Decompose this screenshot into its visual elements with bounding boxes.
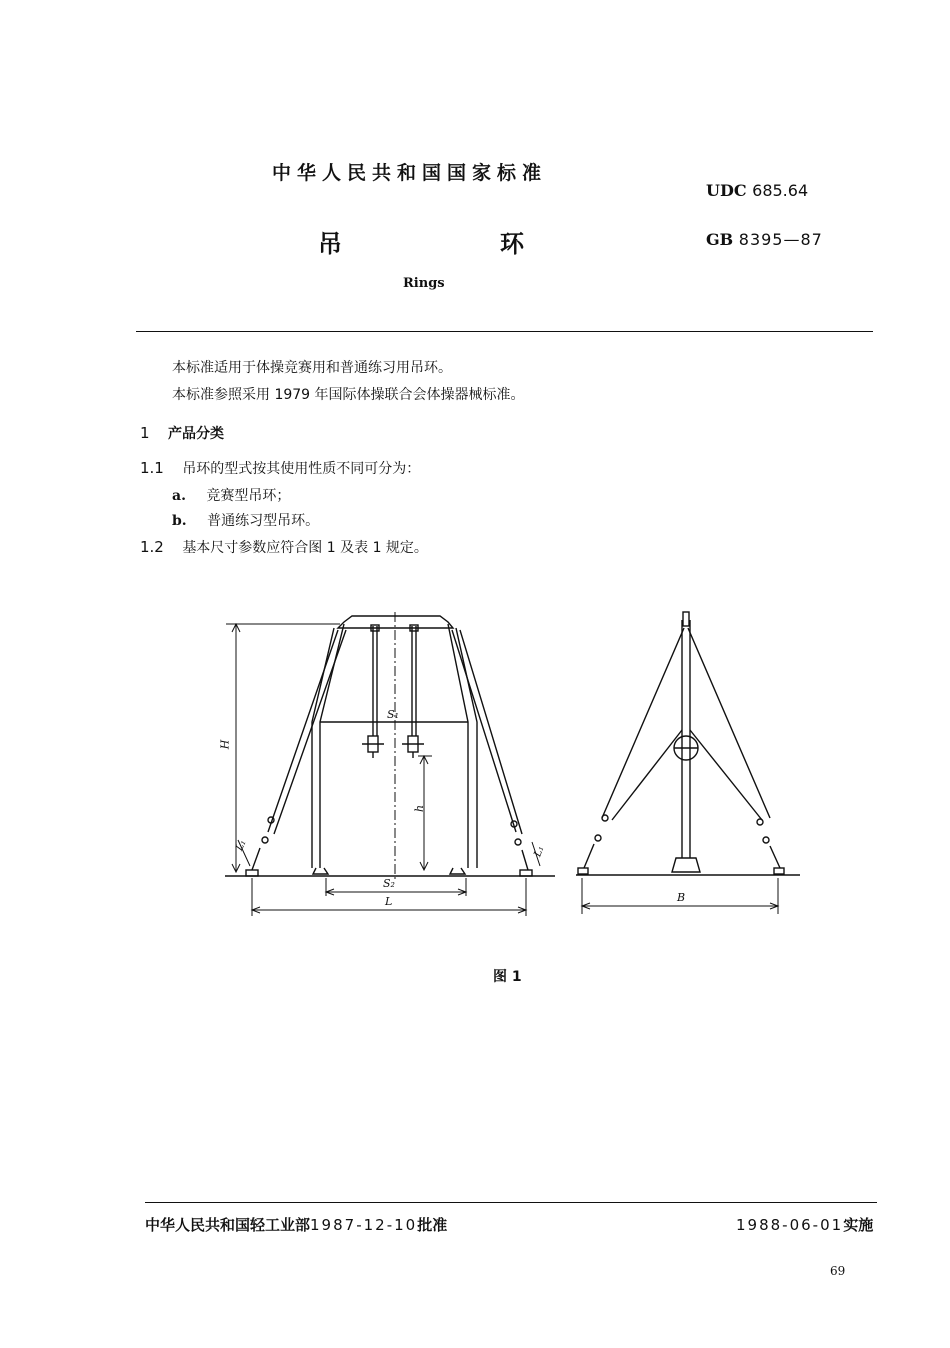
title-char-2: 环 (500, 230, 524, 258)
clause-1-1-number: 1.1 (140, 459, 164, 477)
section-1-title: 产品分类 (168, 426, 224, 442)
udc-number: 685.64 (752, 181, 809, 200)
list-text-a: 竞赛型吊环； (206, 488, 291, 504)
footer-org: 中华人民共和国轻工业部 (145, 1216, 311, 1234)
list-marker-b: b. (172, 513, 187, 529)
section-1-number: 1 (140, 424, 150, 442)
footer-implementation-date: 1988-06-01 (736, 1216, 844, 1234)
label-L1-left: L₁ (234, 838, 249, 853)
footer-implementation-action: 实施 (843, 1216, 874, 1234)
footer-approval (145, 1214, 447, 1235)
footer-rule (145, 1202, 877, 1203)
label-H: H (218, 739, 232, 750)
intro-line-2: 本标准参照采用 1979 年国际体操联合会体操器械标准。 (172, 387, 525, 403)
clause-1-2-number: 1.2 (140, 538, 164, 556)
gb-number: 8395—87 (738, 230, 823, 249)
label-h: h (413, 804, 427, 813)
side-view (576, 612, 800, 914)
footer-implementation (736, 1214, 873, 1235)
page-number: 69 (830, 1264, 846, 1278)
label-L1-right: L₁ (532, 844, 547, 859)
udc-label: UDC (706, 181, 747, 200)
title-char-1: 吊 (318, 230, 342, 258)
clause-1-2-text: 基本尺寸参数应符合图 1 及表 1 规定。 (182, 540, 428, 556)
figure-caption: 图 1 (493, 969, 522, 985)
footer-approval-date: 1987-12-10 (310, 1216, 418, 1234)
front-view (225, 612, 555, 916)
gb-label: GB (706, 230, 734, 249)
label-L: L (385, 895, 393, 908)
footer-approval-action: 批准 (417, 1216, 448, 1234)
standard-name: 中华人民共和国国家标准 (272, 162, 548, 184)
list-marker-a: a. (172, 488, 186, 504)
english-title: Rings (403, 276, 445, 291)
label-B: B (677, 891, 686, 904)
list-text-b: 普通练习型吊环。 (207, 513, 320, 529)
clause-1-1-text: 吊环的型式按其使用性质不同可分为： (182, 461, 421, 477)
intro-line-1: 本标准适用于体操竞赛用和普通练习用吊环。 (172, 360, 452, 376)
label-S2: S₂ (383, 877, 395, 890)
label-S1: S₁ (387, 708, 399, 721)
